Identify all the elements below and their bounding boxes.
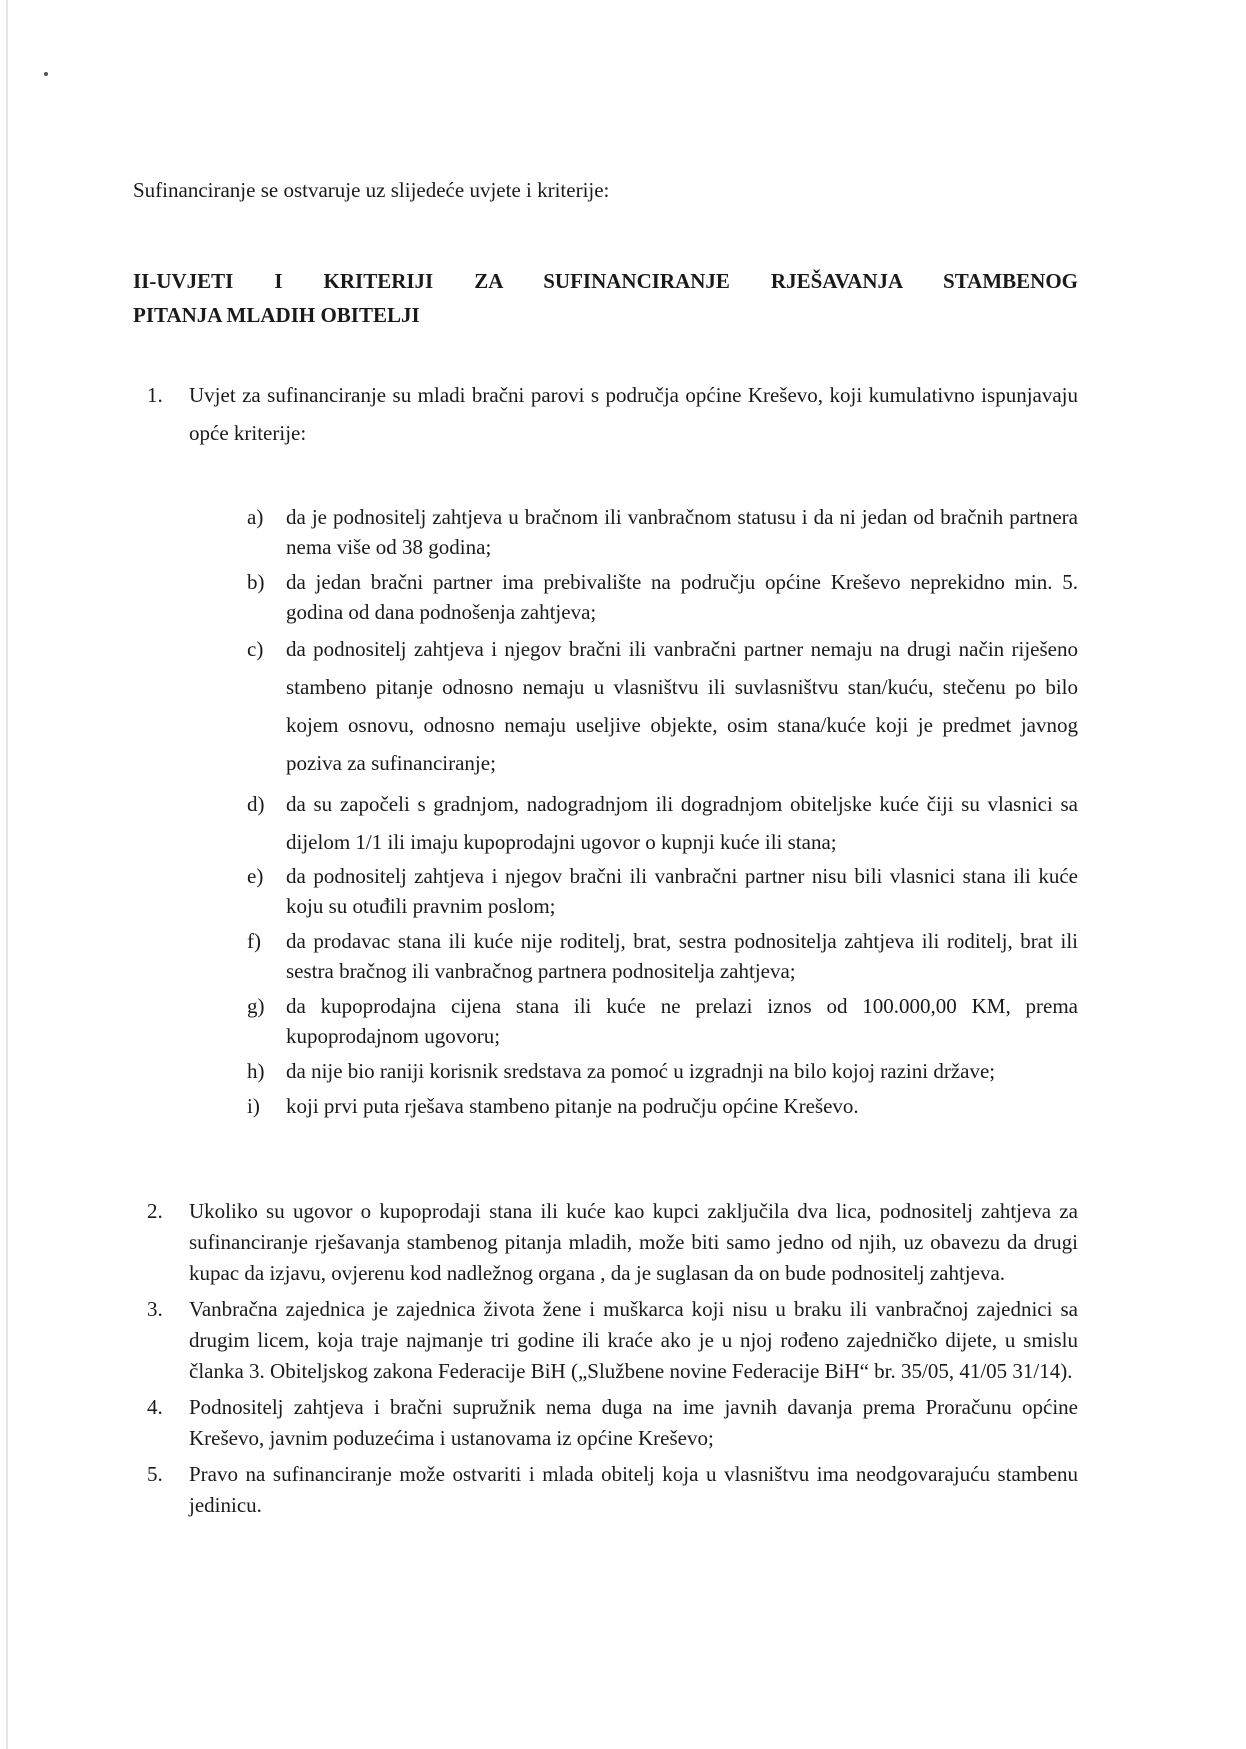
criterion-i (241, 1091, 1078, 1121)
item-number: 3. (147, 1297, 163, 1321)
criterion-c (241, 630, 1078, 782)
criterion-letter: d) (247, 792, 265, 816)
criterion-g (241, 991, 1078, 1051)
criterion-a (241, 502, 1078, 562)
item-number: 2. (147, 1199, 163, 1223)
criterion-e (241, 861, 1078, 921)
criterion-letter: b) (247, 570, 265, 594)
list-item (133, 1459, 1078, 1521)
item-text: Pravo na sufinanciranje može ostvariti i mlada obitelj koja u vlasništvu ima neodgovarajuću stambenu jedinicu. (189, 1462, 1078, 1517)
criterion-f (241, 926, 1078, 986)
criterion-letter: g) (247, 994, 265, 1018)
list-item (133, 1392, 1078, 1454)
item-text: Podnositelj zahtjeva i bračni supružnik nema duga na ime javnih davanja prema Proračunu općine Kreševo, javnim poduzećima i ustanovama iz općine Kreševo; (189, 1395, 1078, 1450)
section-heading-line2: PITANJA MLADIH OBITELJI (133, 303, 420, 327)
criterion-text: da kupoprodajna cijena stana ili kuće ne prelazi iznos od 100.000,00 KM, prema kupoprodajnom ugovoru; (286, 994, 1078, 1048)
item-number: 5. (147, 1462, 163, 1486)
section-heading (133, 264, 1078, 332)
item-text: Vanbračna zajednica je zajednica života žene i muškarca koji nisu u braku ili vanbračnoj zajednici sa drugim licem, koja traje najmanje tri godine ili kraće ako je u njoj rođeno zajedničko dijete, u smislu članka 3. Obiteljskog zakona Federacije BiH („Službene novine Federacije BiH“ br. 35/05, 41/05 31/14). (189, 1297, 1078, 1383)
scan-speck (44, 72, 48, 76)
list-item (133, 1294, 1078, 1387)
item-text: Ukoliko su ugovor o kupoprodaji stana ili kuće kao kupci zaključila dva lica, podnositelj zahtjeva za sufinanciranje rješavanja stambenog pitanja mladih, može biti samo jedno od njih, uz obavezu da drugi kupac da izjavu, ovjerenu kod nadležnog organa , da je suglasan da on bude podnositelj zahtjeva. (189, 1199, 1078, 1285)
criterion-d (241, 785, 1078, 861)
criterion-letter: c) (247, 637, 264, 661)
criterion-letter: e) (247, 864, 264, 888)
item-number: 4. (147, 1395, 163, 1419)
numbered-item-1 (133, 376, 1078, 452)
list-item (133, 1196, 1078, 1289)
criterion-b (241, 567, 1078, 627)
criterion-text: koji prvi puta rješava stambeno pitanje na području općine Kreševo. (286, 1094, 859, 1118)
numbered-items-2-5 (133, 1196, 1078, 1526)
criterion-letter: h) (247, 1059, 265, 1083)
item-number: 1. (147, 383, 163, 407)
scan-edge-shadow (6, 0, 8, 1749)
criterion-text: da je podnositelj zahtjeva u bračnom ili vanbračnom statusu i da ni jedan od bračnih partnera nema više od 38 godina; (286, 505, 1078, 559)
section-heading-line1: II-UVJETI I KRITERIJI ZA SUFINANCIRANJE RJEŠAVANJA STAMBENOG (133, 269, 1078, 293)
criterion-letter: f) (247, 929, 261, 953)
criterion-text: da podnositelj zahtjeva i njegov bračni ili vanbračni partner nemaju na drugi način riješeno stambeno pitanje odnosno nemaju u vlasništvu ili suvlasništvu stan/kuću, stečenu po bilo kojem osnovu, odnosno nemaju useljive objekte, osim stana/kuće koji je predmet javnog poziva za sufinanciranje; (286, 637, 1078, 775)
criterion-text: da nije bio raniji korisnik sredstava za pomoć u izgradnji na bilo kojoj razini države; (286, 1059, 996, 1083)
criterion-letter: i) (247, 1094, 260, 1118)
criterion-text: da prodavac stana ili kuće nije roditelj, brat, sestra podnositelja zahtjeva ili roditelj, brat ili sestra bračnog ili vanbračnog partnera podnositelja zahtjeva; (286, 929, 1078, 983)
list-item (133, 376, 1078, 452)
criteria-list (241, 502, 1078, 1121)
intro-sentence: Sufinanciranje se ostvaruje uz slijedeće uvjete i kriterije: (133, 178, 610, 202)
criterion-letter: a) (247, 505, 264, 529)
criterion-text: da su započeli s gradnjom, nadogradnjom ili dogradnjom obiteljske kuće čiji su vlasnici sa dijelom 1/1 ili imaju kupoprodajni ugovor o kupnji kuće ili stana; (286, 792, 1078, 854)
criterion-text: da podnositelj zahtjeva i njegov bračni ili vanbračni partner nisu bili vlasnici stana ili kuće koju su otuđili pravnim poslom; (286, 864, 1078, 918)
criterion-h (241, 1056, 1078, 1086)
item-text: Uvjet za sufinanciranje su mladi bračni parovi s područja općine Kreševo, koji kumulativno ispunjavaju opće kriterije: (189, 383, 1078, 445)
criterion-text: da jedan bračni partner ima prebivalište na području općine Kreševo neprekidno min. 5. godina od dana podnošenja zahtjeva; (286, 570, 1078, 624)
